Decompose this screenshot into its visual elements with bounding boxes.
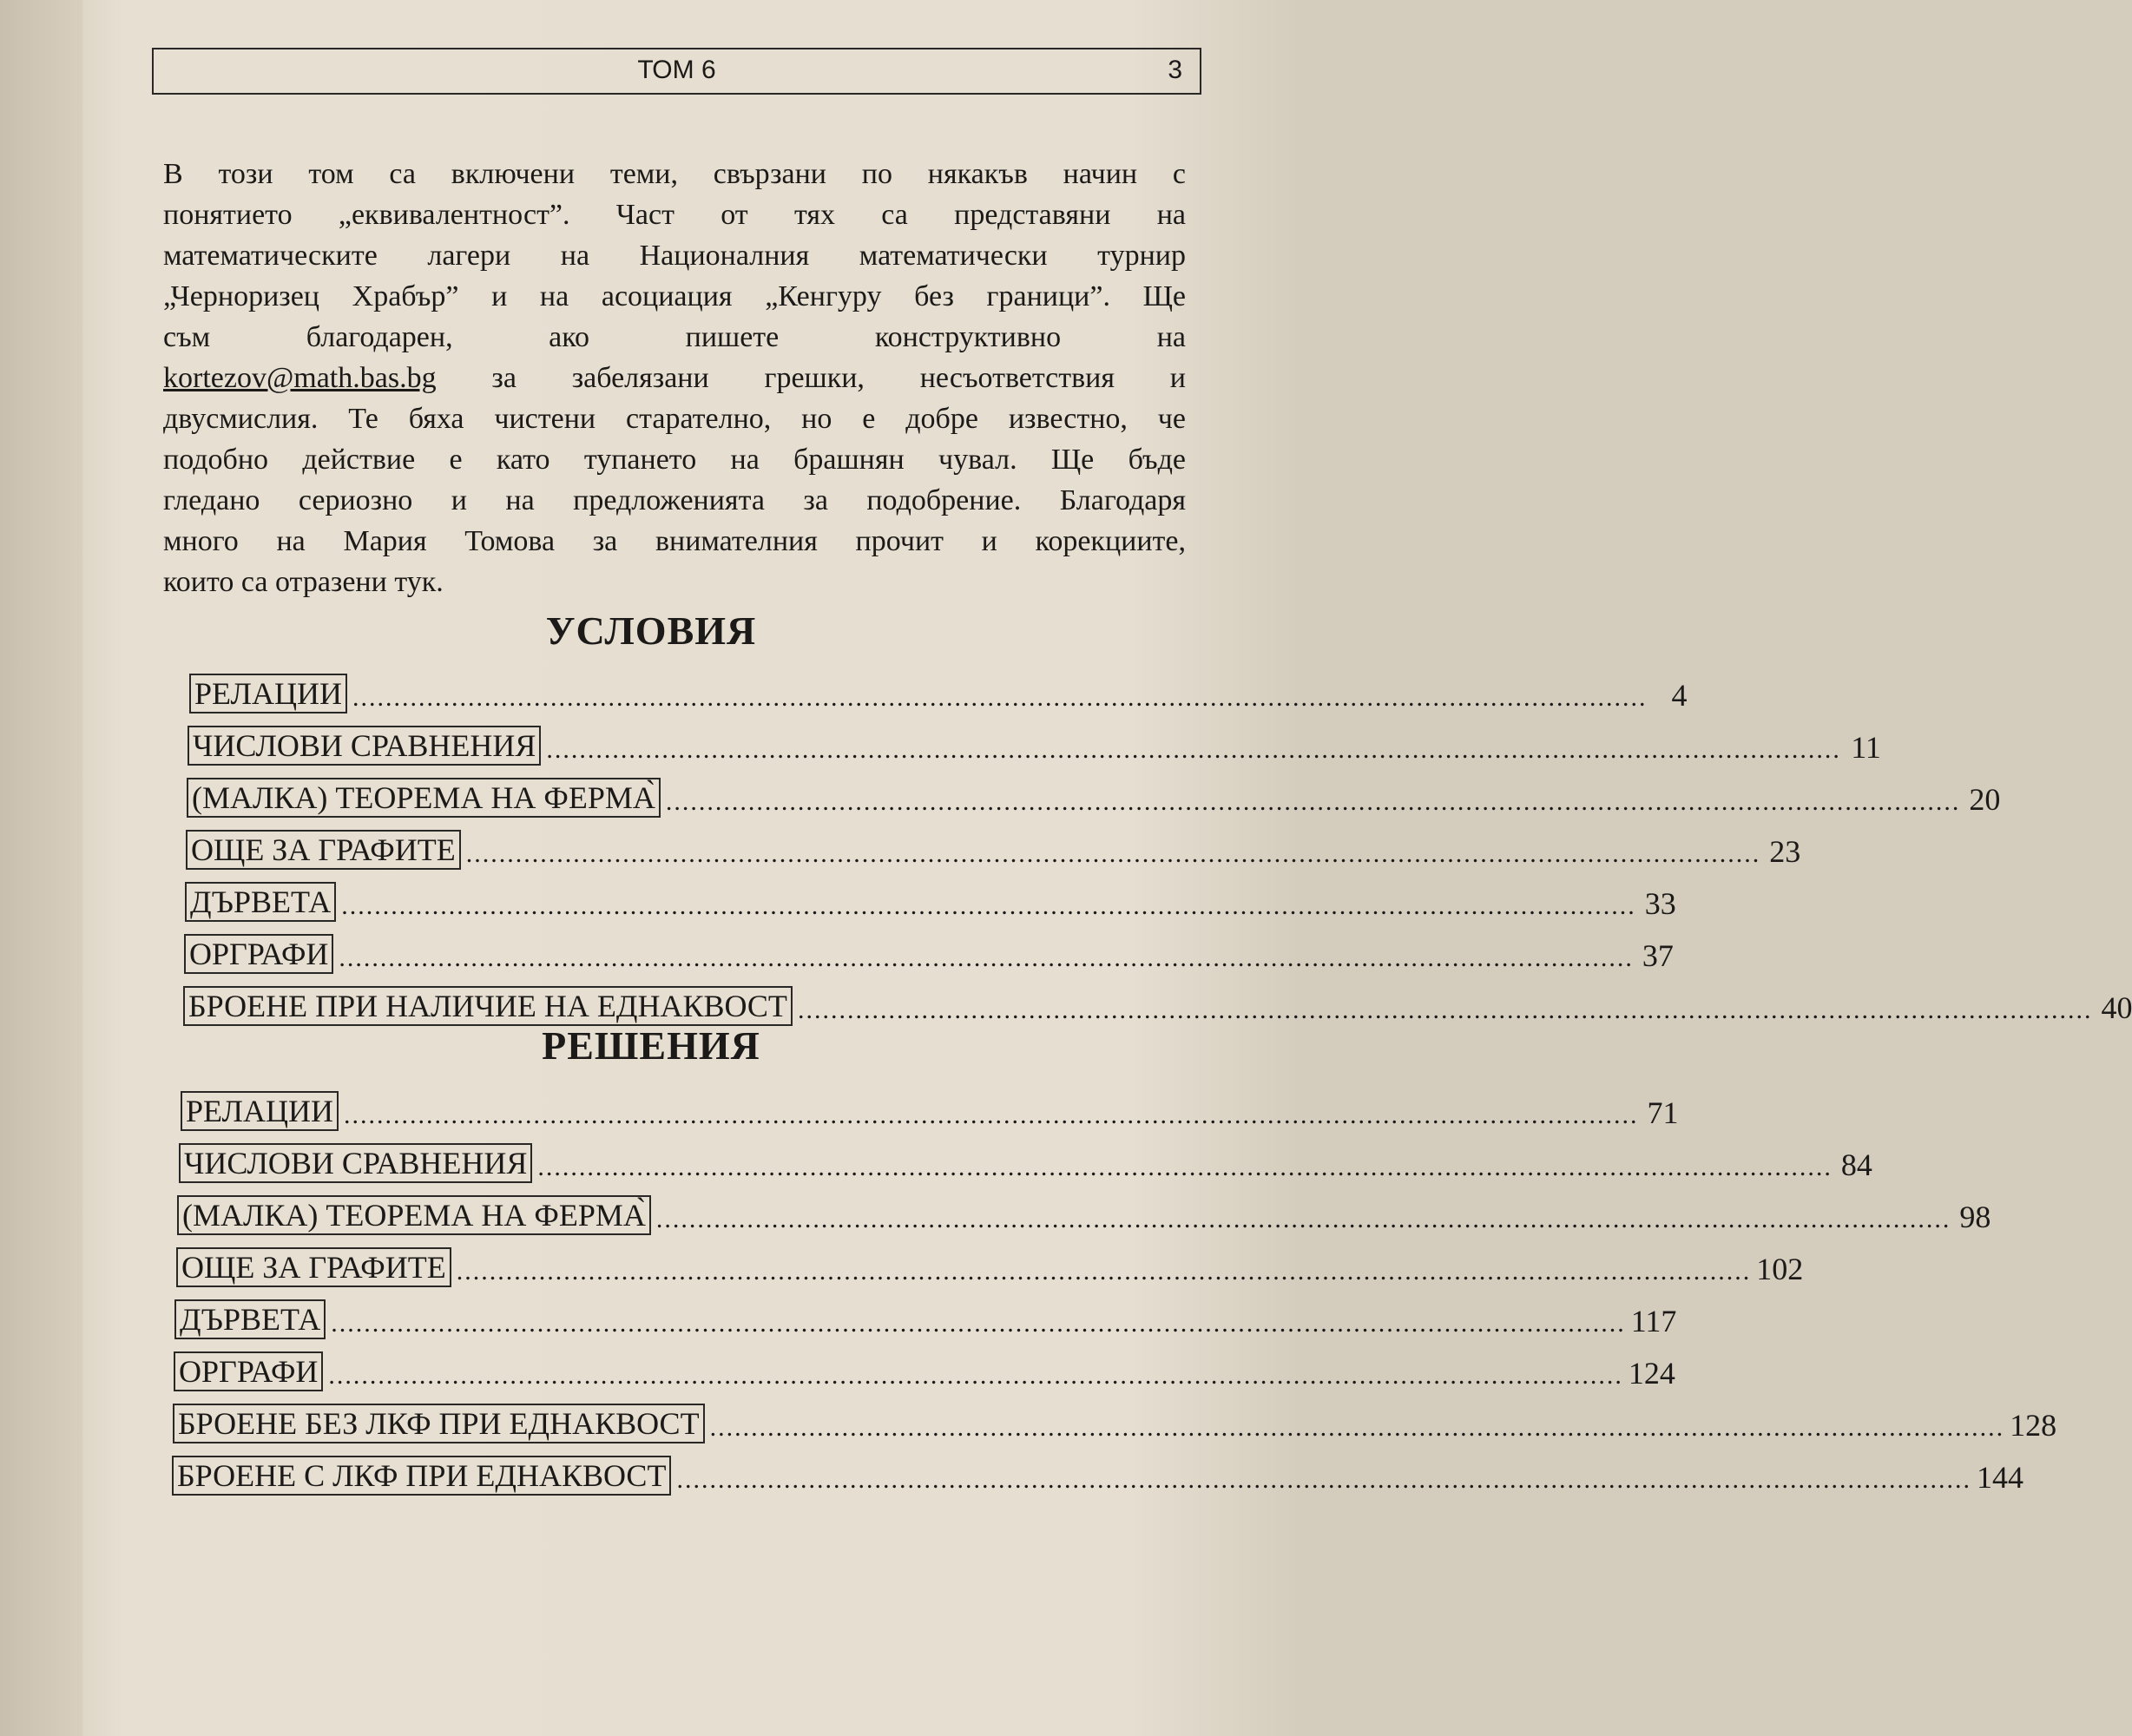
toc-entry[interactable]: [186, 826, 1801, 870]
intro-line-text: за забелязани грешки, несъответствия и: [491, 362, 1187, 394]
toc-leader: .............................................................................................................................................................: [676, 1465, 1971, 1494]
intro-line: „Черноризец Храбър” и на асоциация „Кенгуру без граници”. Ще: [163, 280, 1186, 312]
toc-entry-page: 117: [1630, 1304, 1677, 1338]
toc-leader: .............................................................................................................................................................: [546, 735, 1841, 764]
toc-entry[interactable]: [187, 774, 2001, 818]
running-header: [152, 48, 1201, 95]
volume-title: ТОМ 6: [637, 56, 716, 84]
toc-entry[interactable]: [188, 722, 1881, 766]
toc-entry[interactable]: [181, 1088, 1679, 1131]
toc-leader: .............................................................................................................................................................: [456, 1257, 1752, 1286]
toc-entry[interactable]: [177, 1192, 1991, 1235]
toc-entry-page: 98: [1959, 1200, 1991, 1234]
toc-entry-page: 144: [1976, 1460, 2023, 1495]
toc-entry[interactable]: [183, 983, 2132, 1026]
toc-entry[interactable]: [172, 1452, 2023, 1496]
toc-entry-page: 40: [2101, 990, 2132, 1025]
intro-line: математическите лагери на Националния математически турнир: [163, 240, 1186, 272]
toc-entry-page: 4: [1671, 678, 1688, 713]
toc-entry[interactable]: [174, 1348, 1675, 1391]
toc-entry-page: 20: [1969, 782, 2001, 817]
toc-entry-label: (МАЛКА) ТЕОРЕМА НА ФЕРМА̀: [177, 1195, 651, 1235]
toc-entry[interactable]: [184, 930, 1674, 974]
toc-entry[interactable]: [189, 670, 1688, 713]
toc-entry-page: 37: [1642, 938, 1674, 973]
toc-entry-page: 128: [2010, 1408, 2057, 1443]
toc-leader: .............................................................................................................................................................: [343, 1101, 1639, 1129]
toc-entry-label: ЧИСЛОВИ СРАВНЕНИЯ: [179, 1143, 532, 1183]
intro-line: гледано сериозно и на предложенията за подобрение. Благодаря: [163, 484, 1186, 516]
toc-leader: .............................................................................................................................................................: [352, 683, 1648, 712]
toc-entry-page: 71: [1647, 1095, 1679, 1130]
toc-entry-page: 33: [1644, 886, 1676, 921]
toc-entry[interactable]: [179, 1140, 1872, 1183]
toc-leader: .............................................................................................................................................................: [665, 787, 1961, 816]
toc-entry-label: ОРГРАФИ: [184, 934, 333, 974]
toc-entry-page: 124: [1628, 1356, 1675, 1391]
intro-line-email: [163, 358, 1186, 398]
toc-entry-label: ЧИСЛОВИ СРАВНЕНИЯ: [188, 726, 541, 766]
toc-entry[interactable]: [174, 1296, 1677, 1339]
toc-entry-page: 102: [1756, 1252, 1804, 1286]
toc-leader: .............................................................................................................................................................: [797, 996, 2093, 1024]
page-number: 3: [1168, 56, 1182, 84]
email-link[interactable]: kortezov@math.bas.bg: [163, 362, 437, 394]
intro-line: двусмислия. Те бяха чистени старателно, но е добре известно, че: [163, 403, 1186, 435]
section-title-conditions: УСЛОВИЯ: [545, 608, 757, 653]
toc-entry-label: РЕЛАЦИИ: [181, 1091, 339, 1131]
toc-entry-page: 11: [1851, 730, 1881, 765]
section-title-solutions: РЕШЕНИЯ: [542, 1023, 760, 1068]
toc-entry-label: РЕЛАЦИИ: [189, 674, 347, 713]
toc-entry-label: БРОЕНЕ С ЛКФ ПРИ ЕДНАКВОСТ: [172, 1456, 671, 1496]
toc-entry-label: (МАЛКА) ТЕОРЕМА НА ФЕРМА̀: [187, 778, 661, 818]
book-gutter: [0, 0, 82, 1736]
intro-line: съм благодарен, ако пишете конструктивно на: [163, 321, 1186, 353]
intro-line: В този том са включени теми, свързани по някакъв начин с: [163, 158, 1186, 190]
toc-entry-label: ДЪРВЕТА: [185, 882, 336, 922]
toc-leader: .............................................................................................................................................................: [339, 944, 1634, 972]
toc-entry-label: БРОЕНЕ ПРИ НАЛИЧИЕ НА ЕДНАКВОСТ: [183, 986, 793, 1026]
toc-entry[interactable]: [173, 1400, 2057, 1443]
toc-leader: .............................................................................................................................................................: [328, 1361, 1623, 1390]
intro-line: подобно действие е като тупането на брашнян чувал. Ще бъде: [163, 444, 1186, 476]
intro-line: понятието „еквивалентност”. Част от тях са представяни на: [163, 199, 1186, 231]
toc-entry-page: 23: [1769, 834, 1801, 869]
toc-leader: .............................................................................................................................................................: [341, 891, 1636, 920]
toc-entry-page: 84: [1840, 1147, 1872, 1182]
toc-leader: .............................................................................................................................................................: [655, 1205, 1951, 1233]
toc-leader: .............................................................................................................................................................: [709, 1413, 2005, 1442]
toc-entry-label: БРОЕНЕ БЕЗ ЛКФ ПРИ ЕДНАКВОСТ: [173, 1404, 705, 1443]
intro-paragraph: [163, 154, 1186, 602]
toc-entry-label: ОЩЕ ЗА ГРАФИТЕ: [176, 1247, 451, 1287]
toc-entry-label: ОЩЕ ЗА ГРАФИТЕ: [186, 830, 461, 870]
toc-entry-label: ОРГРАФИ: [174, 1351, 323, 1391]
toc-leader: .............................................................................................................................................................: [465, 839, 1761, 868]
toc-leader: .............................................................................................................................................................: [331, 1309, 1626, 1338]
toc-entry[interactable]: [176, 1244, 1804, 1287]
toc-entry-label: ДЪРВЕТА: [174, 1299, 326, 1339]
intro-line: много на Мария Томова за внимателния прочит и корекциите,: [163, 525, 1186, 557]
toc-leader: .............................................................................................................................................................: [537, 1153, 1833, 1181]
intro-line: които са отразени тук.: [163, 566, 444, 598]
toc-entry[interactable]: [185, 878, 1676, 922]
